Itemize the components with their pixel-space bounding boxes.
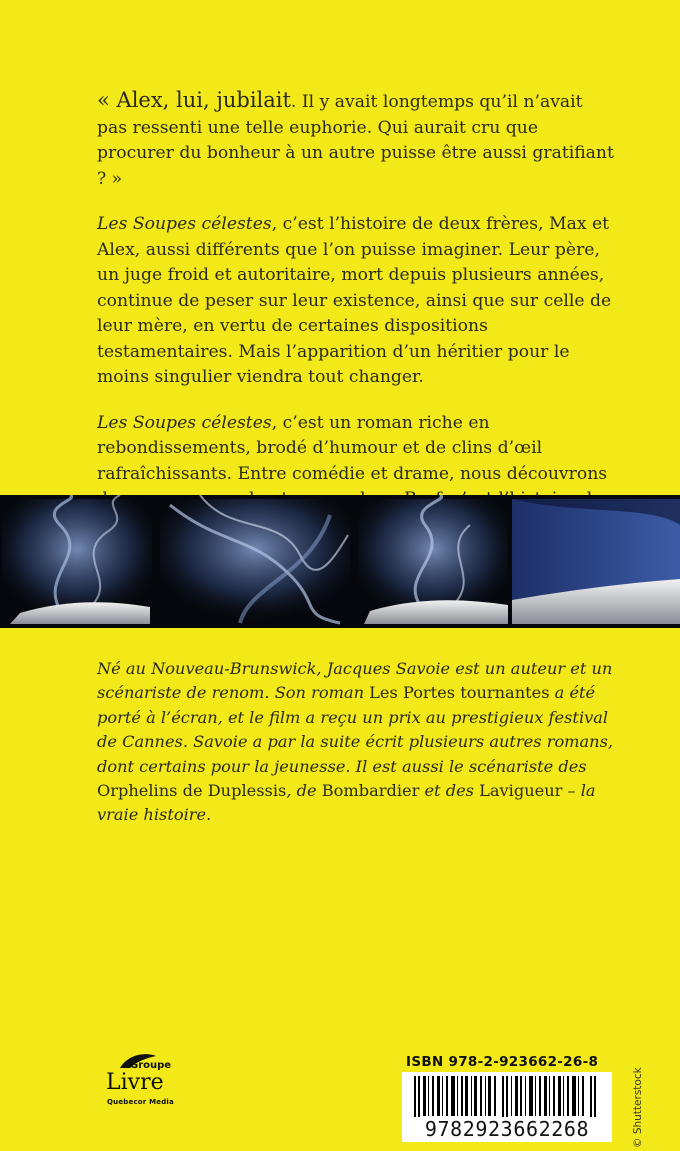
- photo-credit: © Shutterstock: [632, 1067, 644, 1148]
- logo-quebecor: Quebecor Media: [107, 1098, 174, 1106]
- isbn: ISBN 978-2-923662-26-8: [406, 1054, 599, 1070]
- barcode: [402, 1072, 612, 1142]
- bio-title-1: Les Portes tournantes: [369, 683, 550, 703]
- bio-text-4: et des: [419, 781, 480, 801]
- quote-paragraph: [97, 88, 617, 192]
- author-bio: [97, 657, 627, 828]
- review-text: , c’est un roman riche en rebondissements, brodé d’humour et de clins d’œil rafraîchissants. Entre comédie et drame, nous découvrons: [97, 412, 608, 484]
- book-title-2: Les Soupes célestes: [97, 412, 272, 433]
- summary-paragraph: [97, 212, 617, 391]
- book-title: Les Soupes célestes: [97, 214, 272, 234]
- quote-lead: « Alex, lui, jubilait: [97, 88, 291, 112]
- steam-spoons-image: [0, 495, 680, 628]
- blurb: [97, 88, 617, 558]
- bio-text-3: , de: [286, 781, 322, 801]
- bio-text-2: a été porté à l’écran, et le film a reçu un prix au prestigieux festival de Cannes. Savoie a par la suite écrit plusieurs autres romans, dont certains pour la jeunesse. Il est aussi le scénariste des: [97, 683, 614, 776]
- logo-livre: Livre: [106, 1070, 164, 1095]
- summary-text: , c’est l’histoire de deux frères, Max et Alex, aussi différents que l’on puisse imaginer. Leur père, un juge froid et autoritaire, mort depuis plusieurs années, continue de peser sur leur existence, ainsi que sur celle de leur mère, en vertu de certaines dispositions testamentaires. Mais l’apparition d’un héritier pour le moins singulier viendra tout changer.: [97, 214, 612, 387]
- bio-text-5: – la vraie histoire.: [97, 781, 596, 825]
- steaming-spoons-photo-strip: [0, 495, 680, 628]
- barcode-bars: [410, 1076, 604, 1122]
- publisher-logo: [96, 1054, 176, 1124]
- bio-title-2: Orphelins de Duplessis: [97, 781, 287, 801]
- bio-text-1: Né au Nouveau-Brunswick, Jacques Savoie est un auteur et un scénariste de renom. Son roman: [97, 659, 613, 703]
- quote-rest: . Il y avait longtemps qu’il n’avait pas ressenti une telle euphorie. Qui aurait cru que procurer du bonheur à un autre puisse être aussi gratifiant ? »: [97, 92, 614, 189]
- bio-title-4: Lavigueur: [479, 781, 563, 801]
- bio-title-3: Bombardier: [321, 781, 420, 801]
- barcode-digits: 9782923662268: [402, 1117, 612, 1141]
- logo-groupe: Groupe: [130, 1060, 172, 1071]
